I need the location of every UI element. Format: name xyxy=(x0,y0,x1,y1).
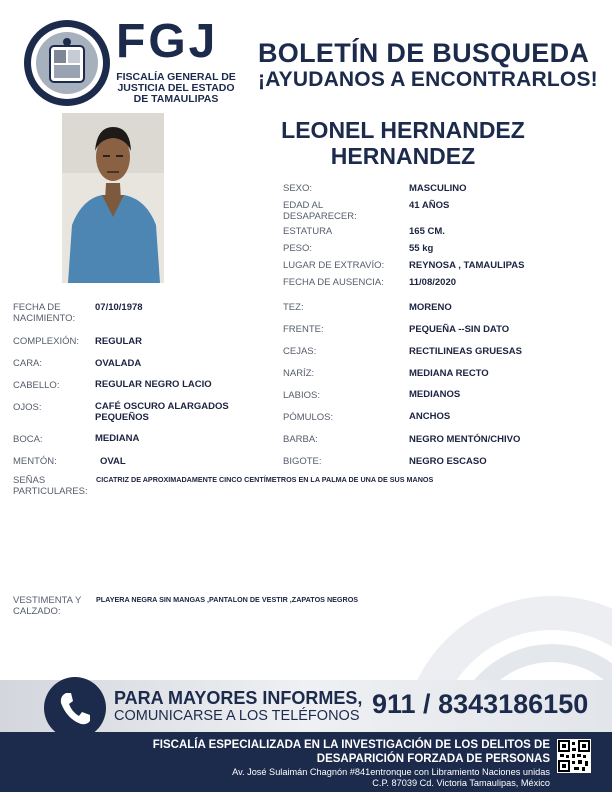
footer-line: FISCALÍA ESPECIALIZADA EN LA INVESTIGACIÓN DE LOS DELITOS DE xyxy=(152,739,550,751)
clothing-label: VESTIMENTA Y CALZADO: xyxy=(13,595,82,617)
face-value: OVALADA xyxy=(95,358,142,369)
org-name-line: DE TAMAULIPAS xyxy=(133,93,219,105)
mustache-label: BIGOTE: xyxy=(283,456,322,467)
face-label: CARA: xyxy=(13,358,43,369)
org-name xyxy=(116,72,236,105)
mouth-value: MEDIANA xyxy=(95,433,140,444)
marks-label: SEÑAS PARTICULARES: xyxy=(13,475,88,497)
absence-date-value: 11/08/2020 xyxy=(409,277,457,288)
eyes-label: OJOS: xyxy=(13,402,42,413)
build-value: REGULAR xyxy=(95,336,142,347)
sex-label: SEXO: xyxy=(283,183,313,194)
lips-label: LABIOS: xyxy=(283,390,320,401)
eyebrows-value: RECTILINEAS GRUESAS xyxy=(409,346,522,357)
cheekbones-value: ANCHOS xyxy=(409,411,451,422)
nose-label: NARÍZ: xyxy=(283,368,315,379)
fgj-seal-logo xyxy=(24,20,110,106)
coat-of-arms-icon xyxy=(36,32,98,94)
skin-label: TEZ: xyxy=(283,302,304,313)
footer-address: C.P. 87039 Cd. Victoria Tamaulipas, México xyxy=(372,778,550,788)
build-label: COMPLEXIÓN: xyxy=(13,336,79,347)
marks-value: CICATRIZ DE APROXIMADAMENTE CINCO CENTÍMETROS EN LA PALMA DE UNA DE SUS MANOS xyxy=(96,475,434,484)
cheekbones-label: PÓMULOS: xyxy=(283,412,334,423)
weight-label: PESO: xyxy=(283,243,313,254)
hair-label: CABELLO: xyxy=(13,380,60,391)
bulletin-subtitle: ¡AYUDANOS A ENCONTRARLOS! xyxy=(258,68,598,91)
forehead-value: PEQUEÑA --SIN DATO xyxy=(409,324,510,335)
birthdate-label: FECHA DE NACIMIENTO: xyxy=(13,302,76,324)
contact-heading: PARA MAYORES INFORMES, xyxy=(114,688,363,708)
place-label: LUGAR DE EXTRAVÍO: xyxy=(283,260,385,271)
footer-address: Av. José Sulaimán Chagnón #841entronque con Libramiento Naciones unidas xyxy=(232,767,550,777)
lips-value: MEDIANOS xyxy=(409,389,461,400)
qr-code-icon xyxy=(557,739,591,773)
contact-subheading: COMUNICARSE A LOS TELÉFONOS xyxy=(114,708,360,724)
mouth-label: BOCA: xyxy=(13,434,43,445)
beard-value: NEGRO MENTÓN/CHIVO xyxy=(409,434,521,445)
clothing-value: PLAYERA NEGRA SIN MANGAS ,PANTALON DE VESTIR ,ZAPATOS NEGROS xyxy=(96,595,359,604)
chin-value: OVAL xyxy=(100,456,126,467)
sex-value: MASCULINO xyxy=(409,183,467,194)
org-name-line: FISCALÍA GENERAL DE xyxy=(116,71,236,83)
eyebrows-label: CEJAS: xyxy=(283,346,317,357)
missing-person-photo xyxy=(62,113,164,283)
forehead-label: FRENTE: xyxy=(283,324,324,335)
nose-value: MEDIANA RECTO xyxy=(409,368,489,379)
org-name-line: JUSTICIA DEL ESTADO xyxy=(117,82,235,94)
hair-value: REGULAR NEGRO LACIO xyxy=(95,379,212,390)
bulletin-title: BOLETÍN DE BUSQUEDA xyxy=(258,38,590,68)
height-label: ESTATURA xyxy=(283,226,333,237)
chin-label: MENTÓN: xyxy=(13,456,57,467)
contact-phones: 911 / 8343186150 xyxy=(372,689,589,719)
absence-date-label: FECHA DE AUSENCIA: xyxy=(283,277,384,288)
person-name-line: HERNANDEZ xyxy=(330,143,476,169)
age-label: EDAD AL DESAPARECER: xyxy=(283,200,357,222)
skin-value: MORENO xyxy=(409,302,452,313)
eyes-value: CAFÉ OSCURO ALARGADOS PEQUEÑOS xyxy=(95,401,229,423)
fgj-wordmark: FGJ xyxy=(116,15,219,68)
height-value: 165 CM. xyxy=(409,226,445,237)
beard-label: BARBA: xyxy=(283,434,318,445)
person-name-line: LEONEL HERNANDEZ xyxy=(281,117,525,143)
person-name xyxy=(268,117,538,169)
mustache-value: NEGRO ESCASO xyxy=(409,456,487,467)
footer-line: DESAPARICIÓN FORZADA DE PERSONAS xyxy=(316,753,550,765)
phone-icon xyxy=(44,677,106,739)
birthdate-value: 07/10/1978 xyxy=(95,302,143,313)
weight-value: 55 kg xyxy=(409,243,434,254)
place-value: REYNOSA , TAMAULIPAS xyxy=(409,260,525,271)
age-value: 41 AÑOS xyxy=(409,200,450,211)
